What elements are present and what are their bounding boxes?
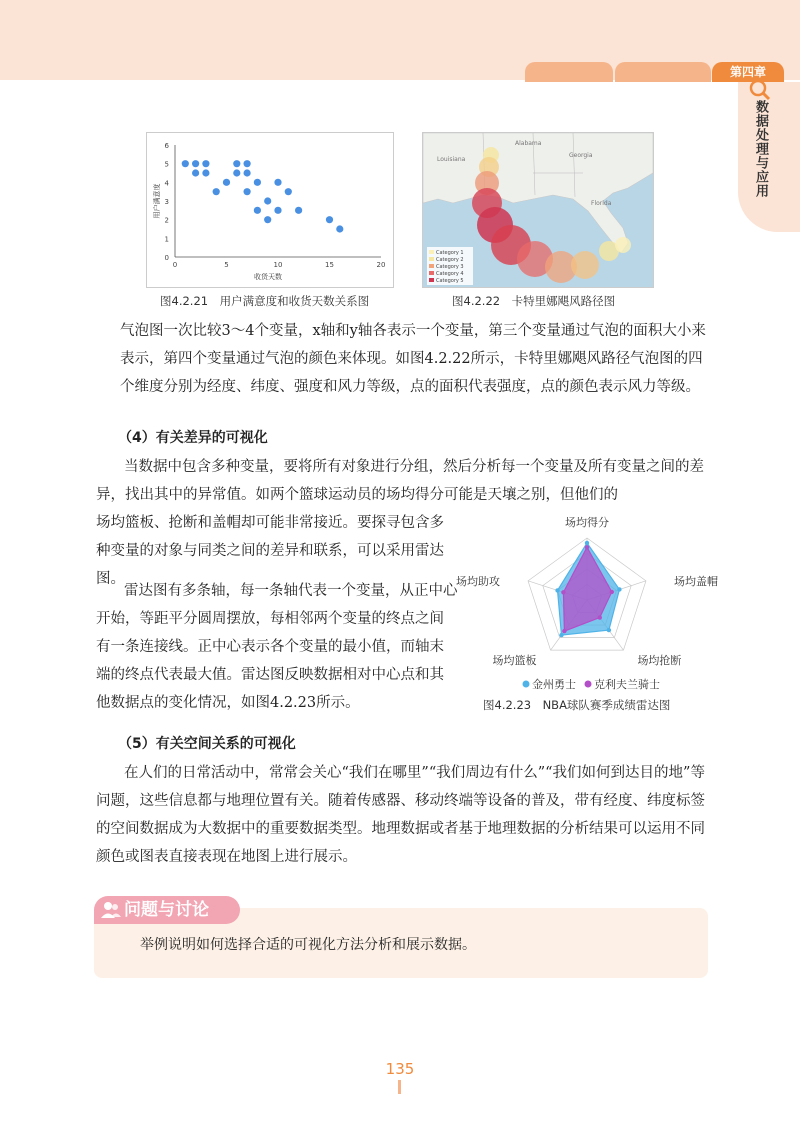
header-tab-decoration [525,62,613,82]
discussion-badge [94,896,240,924]
scatter-point [233,169,240,176]
x-axis-label: 收货天数 [254,273,282,281]
scatter-point [244,169,251,176]
legend-category-1: Category 1 [436,250,464,256]
heading-spatial-visualization: （5）有关空间关系的可视化 [118,736,296,752]
page-number: 135 [385,1060,415,1078]
paragraph-spatial: 在人们的日常活动中，常常会关心“我们在哪里”“我们周边有什么”“我们如何到达目的地”等问题，这些信息都与地理位置有关。随着传感器、移动终端等设备的普及，带有经度、纬度标签的空间数据成为大数据中的重要数据类型。地理数据或者基于地理数据的分析结果可以运用不同颜色或图表直接表现在地图上进行展示。 [96,765,705,865]
radar-axis-label: 场均抢断 [637,654,682,668]
scatter-figure [146,132,394,288]
y-tick-label: 0 [164,254,169,262]
x-tick-label: 15 [325,261,334,269]
legend-label: 金州勇士 [532,678,576,691]
radar-caption: 图4.2.23 NBA球队赛季成绩雷达图 [483,698,671,712]
y-tick-label: 4 [164,179,169,188]
scatter-point [244,160,251,167]
scatter-point [295,207,302,214]
scatter-point [192,169,199,176]
radar-point [585,545,589,549]
people-icon [100,899,122,921]
scatter-point [326,216,333,223]
scatter-point [233,160,240,167]
radar-axis-label: 场均篮板 [492,654,537,668]
legend-category-2: Category 2 [436,257,464,263]
x-tick-label: 20 [376,261,386,269]
scatter-point [192,160,199,167]
legend-category-3: Category 3 [436,264,464,270]
paragraph-difference-intro: 当数据中包含多种变量，要将所有对象进行分组，然后分析每一个变量及所有变量之间的差异，找出其中的异常值。如两个篮球运动员的场均得分可能是天壤之别，但他们的 [96,459,704,503]
radar-axis-label: 场均得分 [565,516,609,529]
radar-point [559,633,563,637]
legend-label: 克利夫兰骑士 [594,678,660,691]
y-tick-label: 5 [164,160,169,169]
map-label-florida: Florida [591,200,612,207]
page-number-marker [398,1080,401,1094]
map-label-louisiana: Louisiana [437,156,466,163]
scatter-point [213,188,220,195]
legend-category-5: Category 5 [436,278,464,284]
legend-category-4: Category 4 [436,271,464,277]
header-tab-decoration [615,62,711,82]
radar-point [585,541,589,545]
hurricane-map [423,133,653,287]
scatter-point [182,160,189,167]
scatter-point [244,188,251,195]
x-tick-label: 5 [224,261,229,269]
scatter-point [202,169,209,176]
legend-marker [523,681,530,688]
scatter-point [264,216,271,223]
y-axis-label: 用户满意度 [153,183,161,219]
scatter-point [274,207,281,214]
scatter-caption: 图4.2.21 用户满意度和收货天数关系图 [160,294,370,308]
radar-point [610,590,614,594]
scatter-point [254,207,261,214]
x-tick-label: 10 [273,261,283,269]
radar-chart [456,512,718,692]
scatter-point [274,179,281,186]
scatter-point [264,197,271,204]
discussion-question: 举例说明如何选择合适的可视化方法分析和展示数据。 [140,937,476,953]
y-tick-label: 3 [164,198,169,206]
scatter-point [285,188,292,195]
chapter-side-title: 数据处理与应用 [753,100,768,198]
scatter-chart [147,133,393,287]
map-label-alabama: Alabama [515,140,542,147]
radar-axis-label: 场均助攻 [456,574,501,588]
radar-point [561,590,565,594]
chapter-tab: 第四章 [712,62,784,82]
scatter-point [336,225,343,232]
y-tick-label: 1 [164,235,169,244]
radar-point [617,587,621,591]
paragraph-radar-description: 雷达图有多条轴，每一条轴代表一个变量，从正中心开始，等距平分圆周摆放，每相邻两个变量的终点之间有一条连接线。正中心表示各个变量的最小值，而轴末端的终点代表最大值。雷达图反映数据相对中心点和其他数据点的变化情况，如图4.2.23所示。 [96,583,458,711]
radar-point [562,629,566,633]
scatter-point [223,179,230,186]
radar-axis-label: 场均盖帽 [673,574,718,588]
radar-point [607,628,611,632]
scatter-point [254,179,261,186]
legend-marker [585,681,592,688]
discussion-title: 问题与讨论 [124,900,209,920]
map-label-georgia: Georgia [569,152,593,159]
y-tick-label: 2 [164,216,169,225]
scatter-point [202,160,209,167]
hurricane-map-figure [422,132,654,288]
y-tick-label: 6 [164,142,169,150]
radar-point [555,588,559,592]
radar-point [598,615,602,619]
heading-difference-visualization: （4）有关差异的可视化 [118,430,268,446]
paragraph-bubble-chart: 气泡图一次比较3～4个变量，x轴和y轴各表示一个变量，第三个变量通过气泡的面积大小来表示，第四个变量通过气泡的颜色来体现。如图4.2.22所示，卡特里娜飓风路径气泡图的四个维度分别为经度、纬度、强度和风力等级，点的面积代表强度，点的颜色表示风力等级。 [120,323,706,395]
paragraph-difference-radar: 场均篮板、抢断和盖帽却可能非常接近。要探寻包含多种变量的对象与同类之间的差异和联系，可以采用雷达图。 [96,515,444,587]
hurricane-caption: 图4.2.22 卡特里娜飓风路径图 [452,294,616,308]
magnifier-icon [748,78,772,102]
x-tick-label: 0 [172,261,178,269]
